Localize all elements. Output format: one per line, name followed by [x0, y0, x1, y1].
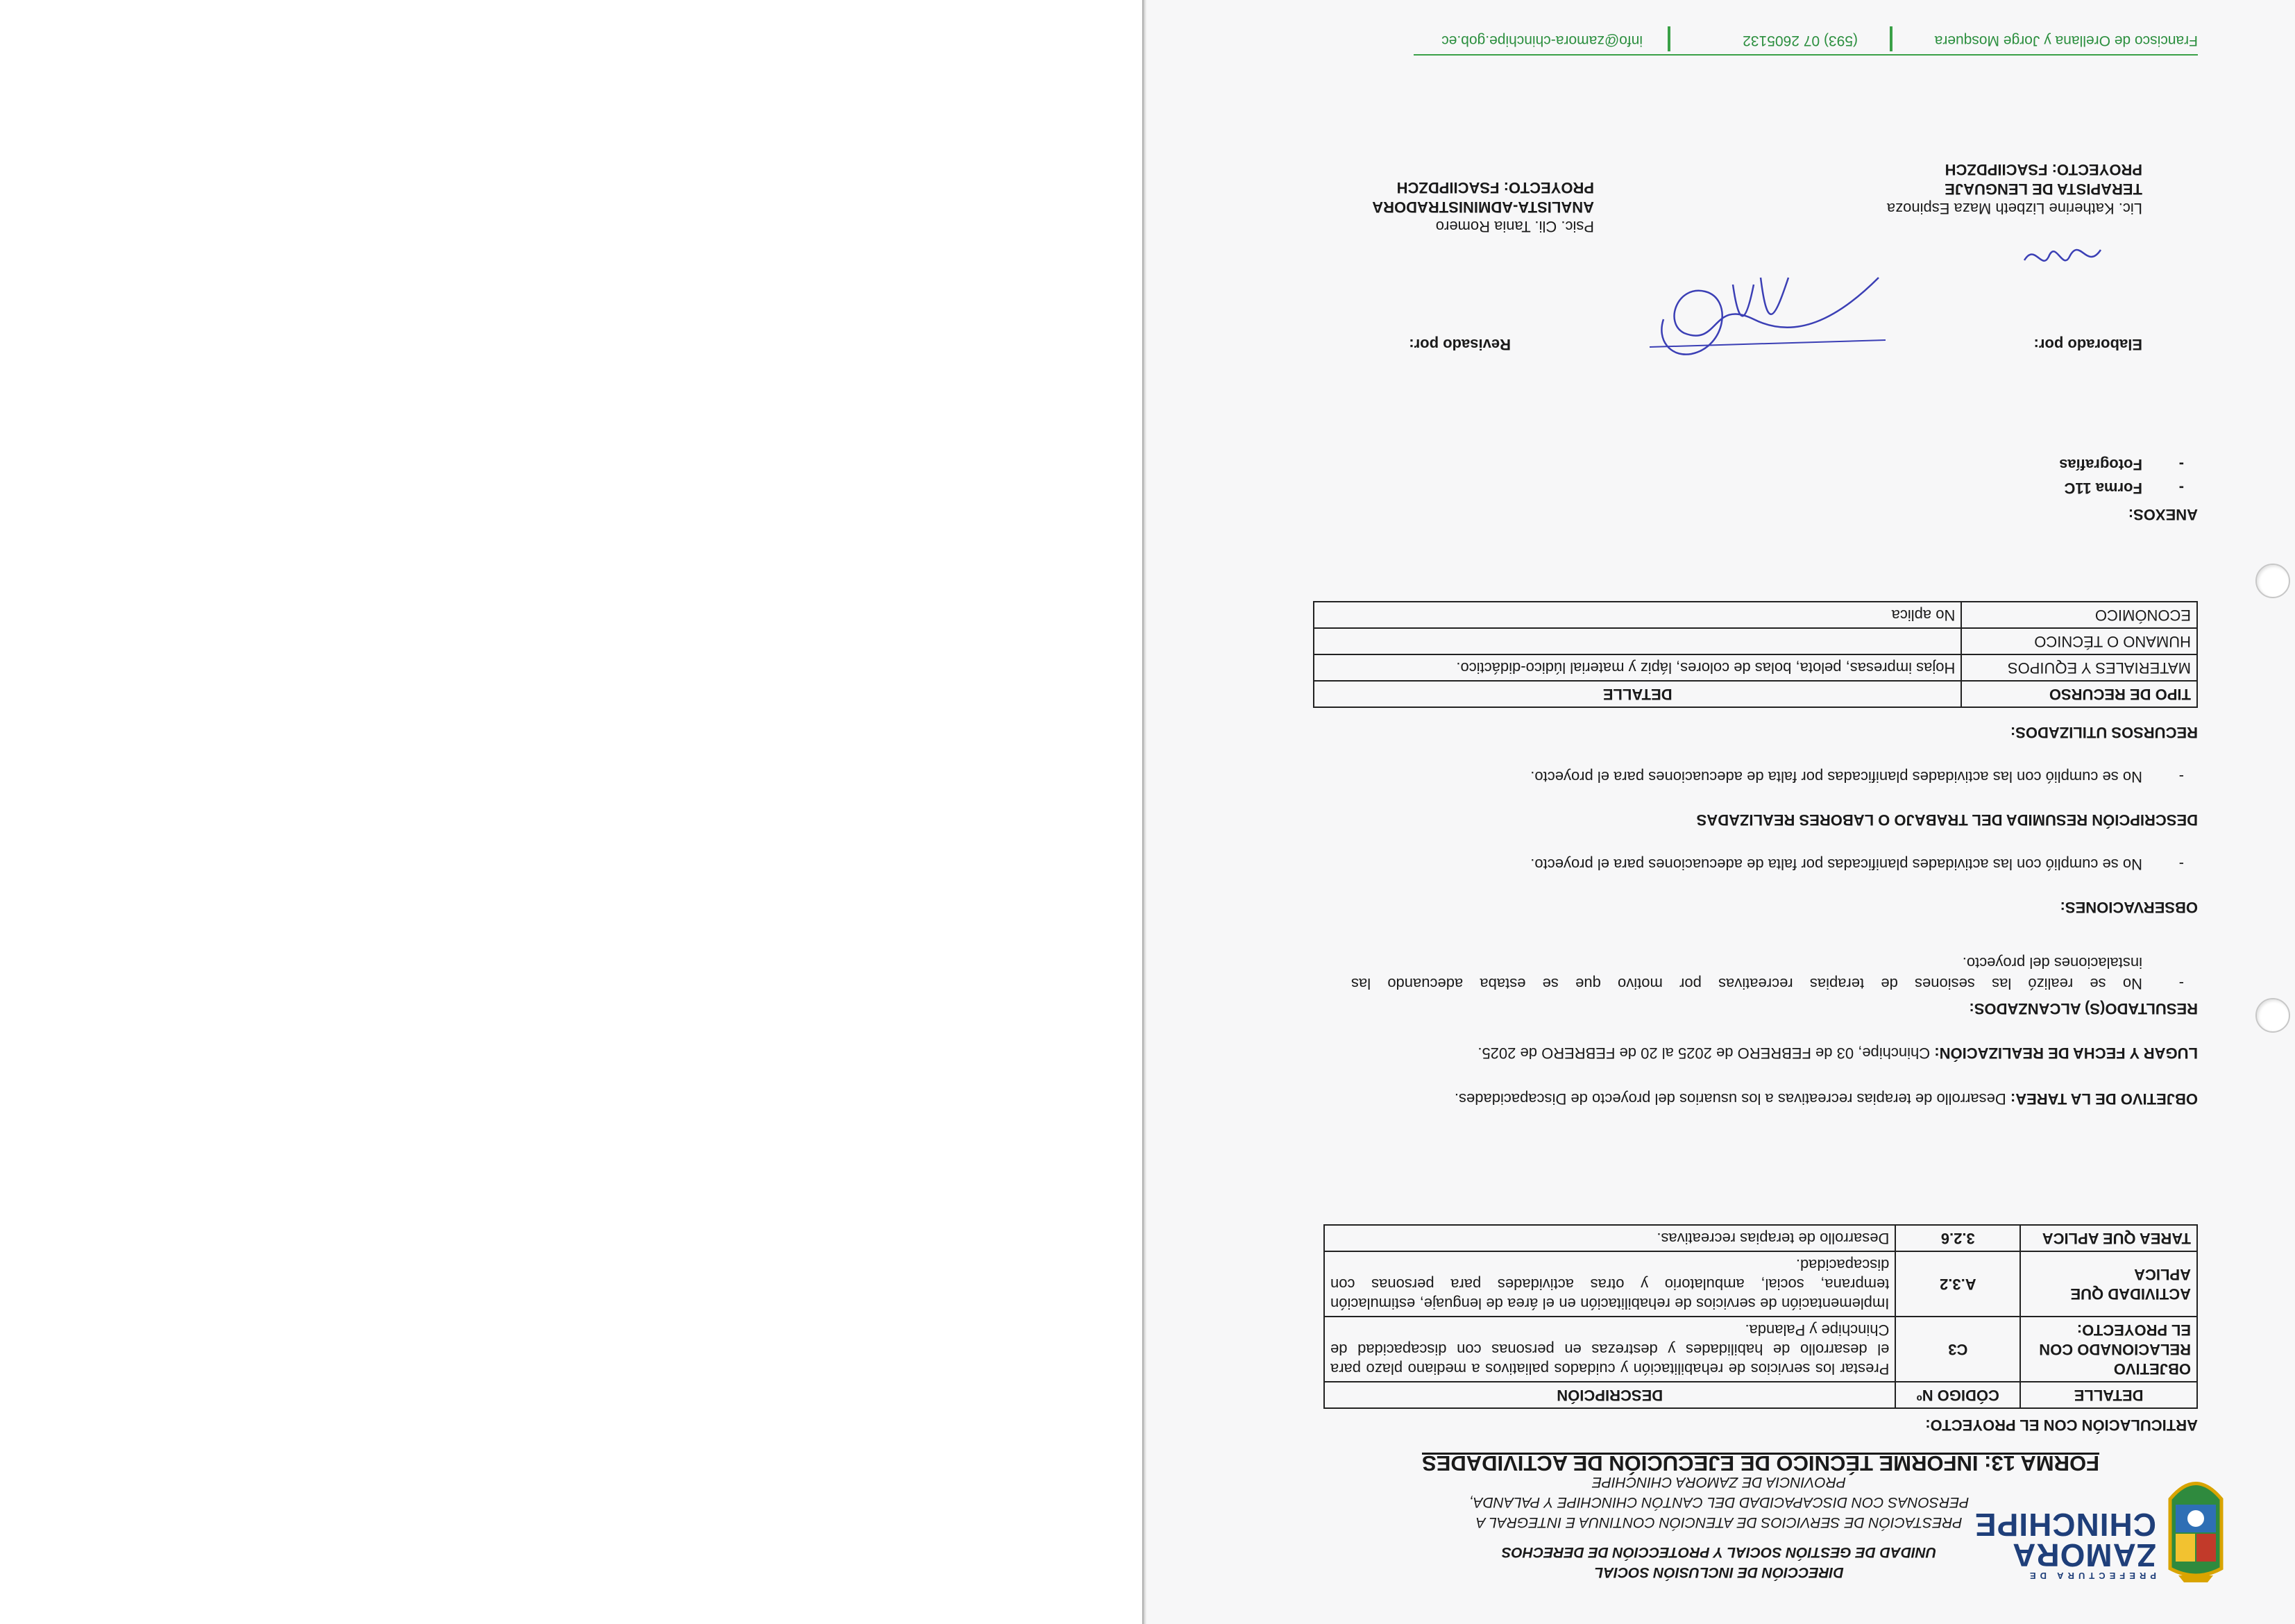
- anexos-heading: ANEXOS:: [2128, 506, 2198, 523]
- col-tipo: TIPO DE RECURSO: [1961, 681, 2197, 707]
- unit-title: UNIDAD DE GESTIÓN SOCIAL Y PROTECCIÓN DE DERECHOS: [1501, 1544, 1937, 1560]
- table-row: [1314, 628, 2197, 654]
- anexo-forma: Forma 11C: [2064, 480, 2142, 497]
- cell-detalle: No aplica: [1314, 602, 1961, 628]
- cell-codigo: 3.2.6: [1895, 1225, 2020, 1251]
- descripcion-item: - No se cumplió con las actividades planificadas por falta de adecuaciones para el proyecto.: [1296, 766, 2184, 787]
- col-detalle: DETALLE: [2020, 1382, 2197, 1408]
- footer-separator: [1668, 26, 1670, 51]
- anexo-item: - Forma 11C: [1906, 477, 2184, 498]
- elaborado-project: PROYECTO: FSACIIPDZCH: [1945, 161, 2142, 178]
- footer-address: Francisco de Orellana y Jorge Mosquera: [1934, 33, 2198, 49]
- elaborado-label: Elaborado por:: [2033, 336, 2142, 353]
- document-page: [1146, 0, 2295, 1624]
- elaborado-name: Lic. Katherine Lizbeth Maza Espinoza: [1886, 200, 2142, 217]
- page-footer: [1414, 28, 2198, 56]
- project-line-3: PROVINCIA DE ZAMORA CHINCHIPE: [1592, 1474, 1846, 1490]
- form-title: FORMA 13: INFORME TÉCNICO DE EJECUCIÓN DE ACTIVIDADES: [1422, 1451, 2100, 1475]
- revisado-role: ANALISTA-ADMINISTRADORA: [1372, 198, 1594, 216]
- elaborado-signature-block: [1781, 160, 2142, 218]
- cell-tipo: HUMANO O TÉCNICO: [1961, 628, 2197, 654]
- scanned-sheet: [1146, 0, 2295, 1624]
- cell-tipo: ECONÓMICO: [1961, 602, 2197, 628]
- blank-scan-area: [0, 0, 1144, 1624]
- elaborado-role: TERAPISTA DE LENGUAJE: [1945, 180, 2142, 198]
- cell-tipo: MATERIALES Y EQUIPOS: [1961, 654, 2197, 681]
- resultados-line-2: instalaciones del proyecto.: [1962, 954, 2142, 972]
- elaborado-signature-icon: [2017, 229, 2108, 278]
- anexo-item: - Fotografías: [1906, 454, 2184, 475]
- observaciones-text: No se cumplió con las actividades planificadas por falta de adecuaciones para el proyecto.: [1530, 856, 2142, 873]
- table-row: [1324, 1225, 2197, 1251]
- table-row: [1314, 654, 2197, 681]
- project-line-2: PERSONAS CON DISCAPACIDAD DEL CANTÓN CHINCHIPE Y PALANDA,: [1468, 1494, 1970, 1510]
- logo-line-2: CHINCHIPE: [1974, 1507, 2156, 1543]
- anexo-fotografias: Fotografías: [2059, 456, 2142, 473]
- cell-descripcion: Desarrollo de terapias recreativas.: [1324, 1225, 1895, 1251]
- cell-detalle: OBJETIVO RELACIONADO CON EL PROYECTO:: [2020, 1317, 2197, 1382]
- footer-phone: (593) 07 2605132: [1743, 33, 1858, 49]
- document-header: [1434, 1472, 2004, 1582]
- revisado-label: Revisado por:: [1409, 336, 1511, 353]
- table-row: [1324, 1251, 2197, 1317]
- articulacion-heading: ARTICULACIÓN CON EL PROYECTO:: [1925, 1416, 2198, 1434]
- footer-email: info@zamora-chinchipe.gob.ec: [1441, 33, 1643, 49]
- recursos-heading: RECURSOS UTILIZADOS:: [2010, 724, 2198, 741]
- descripcion-text: No se cumplió con las actividades planificadas por falta de adecuaciones para el proyecto.: [1530, 768, 2142, 786]
- cell-descripcion: Prestar los servicios de rehabilitación y cuidados paliativos a mediano plazo para el desarrollo de habilidades y destrezas en personas con discapacidad de Chinchipe y Palanda.: [1324, 1317, 1895, 1382]
- cell-detalle: ACTIVIDAD QUE APLICA: [2020, 1251, 2197, 1317]
- lugar-text: Chinchipe, 03 de FEBRERO de 2025 al 20 de FEBRERO de 2025.: [1477, 1044, 1935, 1062]
- resultados-heading: RESULTADO(S) ALCANZADOS:: [1969, 1000, 2198, 1017]
- resultados-line-1: No se realizó las sesiones de terapias recreativas por motivo que se estaba adecuando las: [1351, 975, 2142, 992]
- col-detalle: DETALLE: [1314, 681, 1961, 707]
- col-descripcion: DESCRIPCIÓN: [1324, 1382, 1895, 1408]
- cell-detalle: Hojas impresas, pelota, bolas de colores, lápiz y material lúdico-didáctico.: [1314, 654, 1961, 681]
- cell-detalle: TAREA QUE APLICA: [2020, 1225, 2197, 1251]
- cell-codigo: C3: [1895, 1317, 2020, 1382]
- observaciones-heading: OBSERVACIONES:: [2060, 899, 2198, 916]
- lugar-line: [1310, 1042, 2198, 1063]
- recursos-table: [1313, 601, 2198, 708]
- observaciones-item: - No se cumplió con las actividades planificadas por falta de adecuaciones para el proyecto.: [1296, 854, 2184, 874]
- cell-descripcion: Implementación de servicios de rehabilitación en el área de lenguaje, estimulación temprana, social, ambulatorio y otras actividades para personas con discapacidad.: [1324, 1251, 1895, 1317]
- logo-line-1: ZAMORA: [2012, 1537, 2156, 1573]
- prefecture-shield-icon: [2165, 1464, 2227, 1582]
- table-row: [1314, 602, 2197, 628]
- objetivo-line: [1310, 1088, 2198, 1109]
- footer-separator: [1890, 26, 1892, 51]
- revisado-name: Psic. Cli. Tania Romero: [1435, 218, 1594, 235]
- revisado-project: PROYECTO: FSACIIPDZCH: [1396, 179, 1594, 196]
- articulacion-table: [1323, 1224, 2198, 1409]
- lugar-label: LUGAR Y FECHA DE REALIZACIÓN:: [1934, 1044, 2198, 1062]
- descripcion-heading: DESCRIPCIÓN RESUMIDA DEL TRABAJO O LABORES REALIZADAS: [1696, 811, 2198, 829]
- footer-rule: [1414, 54, 2198, 56]
- col-codigo: CÓDIGO Nº: [1895, 1382, 2020, 1408]
- table-row: [1324, 1317, 2197, 1382]
- revisado-signature-block: [1303, 178, 1594, 236]
- objetivo-text: Desarrollo de terapias recreativas a los usuarios del proyecto de Discapacidades.: [1454, 1090, 2010, 1108]
- resultados-item: - No se realizó las sesiones de terapias recreativas por motivo que se estaba adecuando las instalaciones del proyecto.: [1296, 945, 2184, 994]
- objetivo-label: OBJETIVO DE LA TAREA:: [2010, 1090, 2198, 1108]
- project-line-1: PRESTACIÓN DE SERVICIOS DE ATENCIÓN CONTINUA E INTEGRAL A: [1475, 1514, 1963, 1530]
- cell-codigo: A.3.2: [1895, 1251, 2020, 1317]
- logo-small-text: PREFECTURA DE: [2025, 1571, 2156, 1581]
- revisado-signature-icon: [1643, 257, 1892, 361]
- cell-detalle: [1314, 628, 1961, 654]
- direction-title: DIRECCIÓN DE INCLUSIÓN SOCIAL: [1594, 1564, 1844, 1580]
